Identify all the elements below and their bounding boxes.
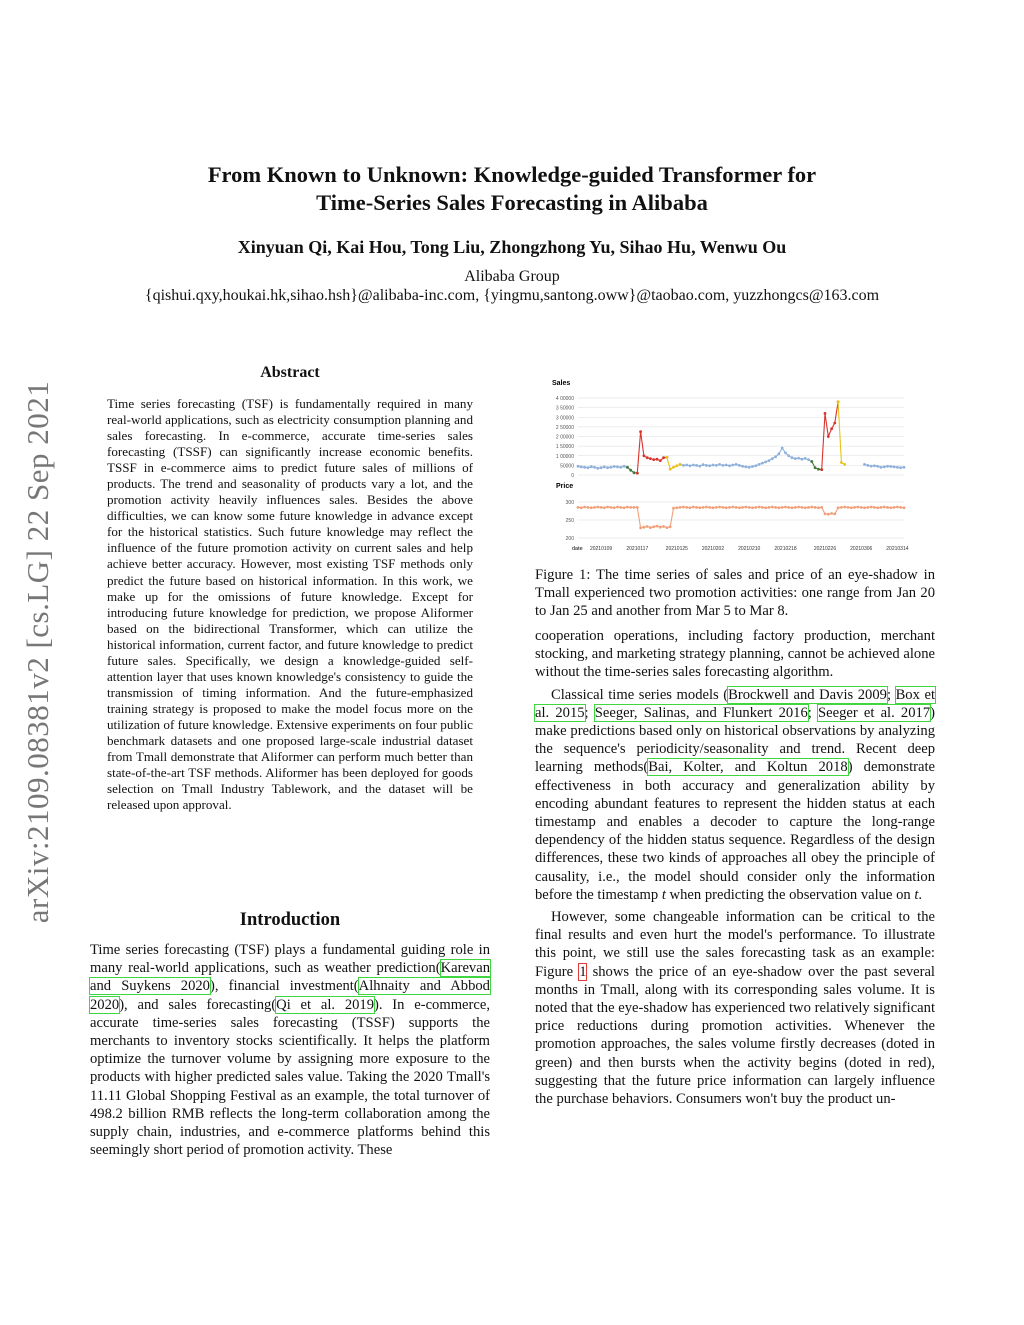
sales-y-tick-label: 2 50000: [555, 424, 574, 431]
price-point-price: [725, 506, 728, 509]
price-point-price: [876, 506, 879, 509]
price-y-tick-label: 200: [565, 536, 574, 542]
price-point-price: [616, 506, 619, 509]
sales-point-normal: [751, 465, 754, 468]
sales-point-normal: [873, 464, 876, 467]
sales-line-promotion: [822, 402, 838, 470]
sales-point-normal: [883, 466, 886, 469]
authors: Xinyuan Qi, Kai Hou, Tong Liu, Zhongzhong Yu, Sihao Hu, Wenwu Ou: [237, 237, 787, 257]
sales-point-normal: [577, 465, 580, 468]
price-point-price: [797, 506, 800, 509]
sales-y-ticks: [556, 396, 574, 479]
introduction-text: [90, 941, 490, 1159]
sales-point-normal: [903, 466, 906, 469]
sales-point-normal: [870, 465, 873, 468]
price-point-price: [794, 506, 797, 509]
sales-point-normal: [590, 465, 593, 468]
price-point-price: [731, 506, 734, 509]
sales-point-normal: [610, 466, 613, 469]
price-point-price: [643, 526, 646, 529]
sales-y-tick-label: 2 00000: [555, 434, 574, 441]
sales-point-normal: [748, 466, 751, 469]
price-point-price: [860, 506, 863, 509]
price-point-price: [593, 506, 596, 509]
sales-point-normal: [738, 464, 741, 467]
sales-point-normal: [768, 459, 771, 462]
sales-point-normal: [616, 466, 619, 469]
sales-point-normal: [728, 464, 731, 467]
price-point-price: [626, 506, 629, 509]
abstract-heading: Abstract: [260, 364, 320, 381]
price-point-price: [843, 506, 846, 509]
price-point-price: [758, 506, 761, 509]
sales-point-post-promotion: [669, 468, 672, 471]
sales-point-normal: [866, 464, 869, 467]
figure-caption: Figure 1: The time series of sales and price of an eye-shadow in Tmall experienced two promotion activities: one range from Jan 20 to Jan 25 and another from Mar 5 to Mar 8.: [535, 567, 935, 620]
sales-point-promotion: [646, 456, 649, 459]
price-point-price: [652, 525, 655, 528]
sales-point-normal: [804, 457, 807, 460]
text-span: .: [918, 886, 923, 903]
sales-point-post-promotion: [840, 461, 843, 464]
sales-point-promotion: [643, 454, 646, 457]
sales-point-normal: [863, 463, 866, 466]
sales-point-normal: [702, 463, 705, 466]
price-point-price: [781, 506, 784, 509]
price-point-price: [682, 506, 685, 509]
sales-y-tick-label: 1 50000: [555, 444, 574, 451]
sales-point-normal: [781, 447, 784, 450]
x-axis-label: date: [572, 546, 583, 552]
price-point-price: [718, 506, 721, 509]
price-point-price: [587, 506, 590, 509]
sales-point-normal: [725, 464, 728, 467]
sales-point-normal: [876, 465, 879, 468]
sales-point-pre-promotion: [626, 466, 629, 469]
price-point-price: [817, 506, 820, 509]
price-point-price: [807, 506, 810, 509]
price-point-price: [880, 506, 883, 509]
price-point-price: [629, 506, 632, 509]
price-point-price: [833, 513, 836, 516]
price-point-price: [893, 506, 896, 509]
x-tick-label: 20210202: [701, 546, 725, 552]
sales-point-normal: [764, 461, 767, 464]
price-point-price: [715, 506, 718, 509]
sales-point-normal: [593, 466, 596, 469]
sales-point-normal: [889, 465, 892, 468]
sales-point-pre-promotion: [814, 466, 817, 469]
sales-y-tick-label: 0: [571, 473, 574, 479]
sales-point-promotion: [652, 458, 655, 461]
price-point-price: [801, 506, 804, 509]
price-point-price: [791, 506, 794, 509]
sales-point-promotion: [649, 457, 652, 460]
sales-point-normal: [715, 464, 718, 467]
price-point-price: [784, 506, 787, 509]
math-variable: t: [914, 886, 919, 903]
sales-y-tick-label: 50000: [560, 463, 574, 470]
price-point-price: [741, 506, 744, 509]
text-span: Time series forecasting (TSF) plays a fundamental guiding role in many real-world applications, such as weather prediction(: [90, 942, 490, 977]
sales-point-normal: [797, 457, 800, 460]
sales-point-normal: [771, 457, 774, 460]
price-point-price: [896, 506, 899, 509]
x-tick-label: 20210306: [850, 546, 873, 552]
citation-link[interactable]: Brockwell and Davis 2009: [728, 686, 887, 703]
sales-point-normal: [722, 464, 725, 467]
sales-point-normal: [682, 464, 685, 467]
price-point-price: [600, 506, 603, 509]
text-span: shows the price of an eye-shadow over the past several months in Tmall, along with its corresponding sales volume. It is noted that the eye-shadow has experienced two relatively significant price reductions during promotion activities. Whenever the promotion approaches, the sales volume firstly decreases (doted in green) and then bursts when the activity begins (doted in red), suggesting that the future price information can largely influence the purchase behaviors. Consumers won't buy the product un-: [535, 963, 935, 1108]
x-tick-label: 20210210: [738, 546, 761, 552]
sales-point-normal: [619, 466, 622, 469]
sales-line-promotion: [637, 432, 667, 473]
price-point-price: [712, 506, 715, 509]
sales-point-post-promotion: [679, 463, 682, 466]
text-span: ;: [584, 704, 595, 721]
figure-1-chart: [540, 372, 912, 558]
price-point-price: [685, 506, 688, 509]
price-point-price: [745, 506, 748, 509]
price-point-price: [863, 506, 866, 509]
sales-point-promotion: [830, 427, 833, 430]
sales-point-normal: [893, 466, 896, 469]
sales-point-normal: [801, 458, 804, 461]
sales-y-tick-label: 1 00000: [555, 453, 574, 460]
sales-point-normal: [774, 455, 777, 458]
x-tick-label: 20210314: [886, 546, 909, 552]
sales-point-normal: [735, 463, 738, 466]
price-point-price: [778, 506, 781, 509]
price-point-price: [669, 525, 672, 528]
sales-point-normal: [705, 464, 708, 467]
text-span: ), financial investment(: [209, 978, 359, 995]
text-span: ). In e-commerce, accurate time-series sales forecasting (TSSF) supports the merchants to inventory stocks scientifically. It helps the platform optimize the turnover volume by assigning more exposure to the products with higher predicted sales value. Taking the 2020 Tmall's 11.11 Global Shopping Festival as an example, the total turnover of 498.2 billion RMB reflects the long-term collaboration among the supply chain, industries, and e-commerce platforms behind this seemingly short period of promotion activity. These: [90, 996, 490, 1159]
price-point-price: [824, 513, 827, 516]
sales-point-normal: [695, 464, 698, 467]
price-point-price: [580, 506, 583, 509]
x-tick-label: 20210218: [774, 546, 797, 552]
sales-point-promotion: [827, 435, 830, 438]
price-point-price: [590, 506, 593, 509]
sales-point-normal: [698, 465, 701, 468]
sales-series: [577, 400, 906, 474]
price-point-price: [768, 506, 771, 509]
price-title: Price: [556, 483, 574, 490]
price-point-price: [583, 506, 586, 509]
price-point-price: [840, 506, 843, 509]
date-x-ticks: [590, 546, 909, 552]
price-point-price: [692, 506, 695, 509]
sales-point-normal: [731, 464, 734, 467]
sales-point-normal: [791, 456, 794, 459]
price-point-price: [810, 506, 813, 509]
price-point-price: [771, 506, 774, 509]
price-point-price: [639, 527, 642, 530]
sales-point-promotion: [820, 468, 823, 471]
price-point-price: [827, 513, 830, 516]
sales-point-promotion: [639, 430, 642, 433]
price-point-price: [695, 506, 698, 509]
sales-point-normal: [896, 466, 899, 469]
price-point-price: [610, 506, 613, 509]
sales-point-normal: [606, 466, 609, 469]
introduction-heading: Introduction: [239, 910, 341, 930]
abstract-text: Time series forecasting (TSF) is fundamentally required in many real-world applications, such as electricity consumption planning and sales forecasting. In e-commerce, accurate time-series sales forecasting (TSSF) can significantly increase economic benefits. TSSF in e-commerce aims to predict future sales of millions of products. The trend and seasonality of products vary a lot, and the promotion activity heavily influences sales. Besides the above difficulties, we can know some future knowledge in advance except for the historical statistics. Such future knowledge may reflect the influence of the future promotion activity on current sales and help achieve better accuracy. However, most existing TSF methods only predict the future based on historical information. In this work, we make up for the omissions of future knowledge. Except for introducing future knowledge for prediction, we propose Aliformer based on the bidirectional Transformer, which can utilize the historical information, current factor, and future knowledge to predict future sales. Specifically, we design a knowledge-guided self-attention layer that uses known knowledge's consistency to guide the transmission of timing information. And the future-emphasized training strategy is proposed to make the model focus more on the utilization of future knowledge. Extensive experiments on four public benchmark datasets and one proposed large-scale industrial dataset from Tmall demonstrate that Aliformer can perform much better than state-of-the-art TSF methods. Aliformer has been deployed for goods selection on Tmall Industry Tablework, and the dataset will be released upon approval.: [107, 396, 473, 813]
price-point-price: [847, 506, 850, 509]
sales-point-pre-promotion: [810, 460, 813, 463]
sales-point-normal: [784, 452, 787, 455]
sales-point-normal: [613, 465, 616, 468]
price-point-price: [623, 506, 626, 509]
sales-point-promotion: [656, 458, 659, 461]
price-point-price: [751, 506, 754, 509]
price-point-price: [754, 506, 757, 509]
sales-line-pre-promotion: [627, 467, 637, 473]
sales-point-post-promotion: [837, 400, 840, 403]
price-point-price: [679, 506, 682, 509]
citation-link[interactable]: Seeger et al. 2017: [818, 704, 931, 721]
price-point-price: [889, 506, 892, 509]
x-tick-label: 20210125: [665, 546, 688, 552]
sales-y-tick-label: 4 00000: [555, 396, 574, 402]
price-series: [577, 506, 906, 530]
price-point-price: [619, 506, 622, 509]
price-point-price: [764, 506, 767, 509]
sales-point-normal: [718, 463, 721, 466]
price-point-price: [666, 526, 669, 529]
paper-title-line-1: From Known to Unknown: Knowledge-guided Transformer for: [207, 162, 817, 187]
price-point-price: [886, 506, 889, 509]
sales-gridlines: [578, 398, 904, 475]
text-span: ) demonstrate effectiveness in both accuracy and generalization ability by encoding abundant features to represent the hidden status at each timestamp and enables a decoder to capture the long-range dependency of the hidden status sequence. Regardless of the design differences, these two kinds of approaches all obey the principle of causality, i.e., the model should consider only the information before the timestamp: [535, 759, 935, 903]
sales-point-normal: [692, 464, 695, 467]
price-point-price: [633, 506, 636, 509]
emails: {qishui.qxy,houkai.hk,sihao.hsh}@alibaba-inc.com, {yingmu,santong.oww}@taobao.com, yuzzhongcs@163.com: [144, 287, 880, 304]
math-variable: t: [661, 886, 666, 903]
x-tick-label: 20210117: [626, 546, 649, 552]
sales-point-normal: [603, 466, 606, 469]
sales-point-normal: [787, 454, 790, 457]
price-point-price: [672, 507, 675, 510]
paragraph: [535, 686, 935, 904]
price-point-price: [774, 506, 777, 509]
text-span: ;: [886, 686, 896, 703]
sales-point-normal: [794, 457, 797, 460]
right-column-text: [535, 627, 935, 1108]
sales-point-post-promotion: [675, 464, 678, 467]
price-y-ticks: [566, 500, 575, 542]
price-point-price: [748, 506, 751, 509]
price-point-price: [903, 506, 906, 509]
sales-point-normal: [899, 466, 902, 469]
sales-point-normal: [596, 467, 599, 470]
price-point-price: [662, 525, 665, 528]
sales-point-promotion: [824, 412, 827, 415]
price-point-price: [659, 526, 662, 529]
price-point-price: [577, 506, 580, 509]
price-point-price: [675, 506, 678, 509]
price-point-price: [722, 506, 725, 509]
price-point-price: [761, 506, 764, 509]
sales-line-post-promotion: [838, 402, 845, 465]
price-point-price: [883, 506, 886, 509]
sales-point-normal: [754, 464, 757, 467]
text-span: ), and sales forecasting(: [119, 996, 277, 1013]
price-point-price: [866, 506, 869, 509]
sales-point-normal: [712, 464, 715, 467]
sales-title: Sales: [552, 380, 571, 387]
citation-link[interactable]: Alhnaity and Abbod 2020: [90, 978, 490, 1013]
citation-link[interactable]: Seeger, Salinas, and Flunkert 2016: [594, 704, 808, 721]
price-point-price: [596, 506, 599, 509]
price-point-price: [837, 506, 840, 509]
sales-point-normal: [745, 466, 748, 469]
price-line-price: [578, 507, 904, 528]
sales-point-promotion: [833, 422, 836, 425]
sales-point-normal: [807, 458, 810, 461]
price-point-price: [656, 525, 659, 528]
price-point-price: [870, 506, 873, 509]
price-point-price: [606, 506, 609, 509]
sales-point-pre-promotion: [629, 469, 632, 472]
sales-point-normal: [886, 465, 889, 468]
sales-point-normal: [587, 466, 590, 469]
price-point-price: [613, 506, 616, 509]
sales-y-tick-label: 3 50000: [555, 405, 574, 412]
price-point-price: [820, 506, 823, 509]
price-point-price: [728, 506, 731, 509]
price-point-price: [830, 512, 833, 515]
sales-point-post-promotion: [666, 456, 669, 459]
sales-point-normal: [761, 462, 764, 465]
arxiv-identifier: arXiv:2109.08381v2 [cs.LG] 22 Sep 2021: [20, 380, 55, 924]
sales-point-normal: [741, 465, 744, 468]
sales-y-tick-label: 3 00000: [555, 415, 574, 422]
price-point-price: [814, 506, 817, 509]
price-point-price: [705, 506, 708, 509]
price-point-price: [738, 506, 741, 509]
paragraph: [535, 908, 935, 1108]
price-point-price: [702, 506, 705, 509]
paragraph: cooperation operations, including factory production, merchant stocking, and marketing strategy planning, cannot be achieved alone without the time-series sales forecasting algorithm.: [535, 628, 935, 681]
x-tick-label: 20210109: [589, 546, 613, 552]
sales-point-pre-promotion: [817, 468, 820, 471]
price-point-price: [735, 506, 738, 509]
price-point-price: [899, 506, 902, 509]
price-y-tick-label: 300: [565, 500, 574, 506]
text-span: However, some changeable information can be critical to the final results and even hurt the model's performance. To illustrate this point, we still use the sales forecasting task as an example: Figure: [535, 909, 935, 980]
price-point-price: [603, 506, 606, 509]
price-point-price: [787, 506, 790, 509]
price-point-price: [689, 506, 692, 509]
sales-point-promotion: [659, 459, 662, 462]
text-span: Classical time series models (: [551, 686, 729, 703]
sales-point-normal: [778, 452, 781, 455]
sales-point-normal: [583, 466, 586, 469]
price-point-price: [708, 506, 711, 509]
sales-point-normal: [685, 464, 688, 467]
sales-point-post-promotion: [843, 463, 846, 466]
sales-point-promotion: [636, 472, 639, 475]
sales-point-post-promotion: [672, 466, 675, 469]
price-point-price: [804, 506, 807, 509]
price-point-price: [850, 506, 853, 509]
price-point-price: [646, 525, 649, 528]
sales-point-normal: [689, 464, 692, 467]
figure-reference-link[interactable]: 1: [579, 963, 587, 980]
citation-link[interactable]: Qi et al. 2019: [276, 996, 375, 1013]
price-point-price: [698, 506, 701, 509]
price-y-tick-label: 250: [565, 518, 574, 524]
citation-link[interactable]: Box et al. 2015: [535, 686, 936, 721]
sales-point-normal: [580, 466, 583, 469]
citation-link[interactable]: Karevan and Suykens 2020: [90, 960, 490, 995]
sales-point-normal: [708, 464, 711, 467]
paper-title-line-2: Time-Series Sales Forecasting in Alibaba: [316, 190, 708, 215]
price-point-price: [873, 506, 876, 509]
sales-point-normal: [758, 463, 761, 466]
text-span: when predicting the observation value on: [665, 886, 915, 903]
sales-point-normal: [880, 466, 883, 469]
price-point-price: [636, 506, 639, 509]
sales-point-normal: [600, 466, 603, 469]
sales-point-normal: [623, 465, 626, 468]
affiliation: Alibaba Group: [464, 268, 560, 285]
x-tick-label: 20210226: [813, 546, 837, 552]
price-point-price: [649, 526, 652, 529]
sales-point-promotion: [662, 456, 665, 459]
citation-link[interactable]: Bai, Kolter, and Koltun 2018: [648, 759, 848, 776]
text-span: ) make predictions based only on historical observations by analyzing the sequence's periodicity/seasonality and trend. Recent deep learning methods(: [535, 704, 935, 776]
price-point-price: [853, 506, 856, 509]
sales-point-pre-promotion: [633, 471, 636, 474]
text-span: ;: [807, 704, 818, 721]
price-point-price: [857, 506, 860, 509]
